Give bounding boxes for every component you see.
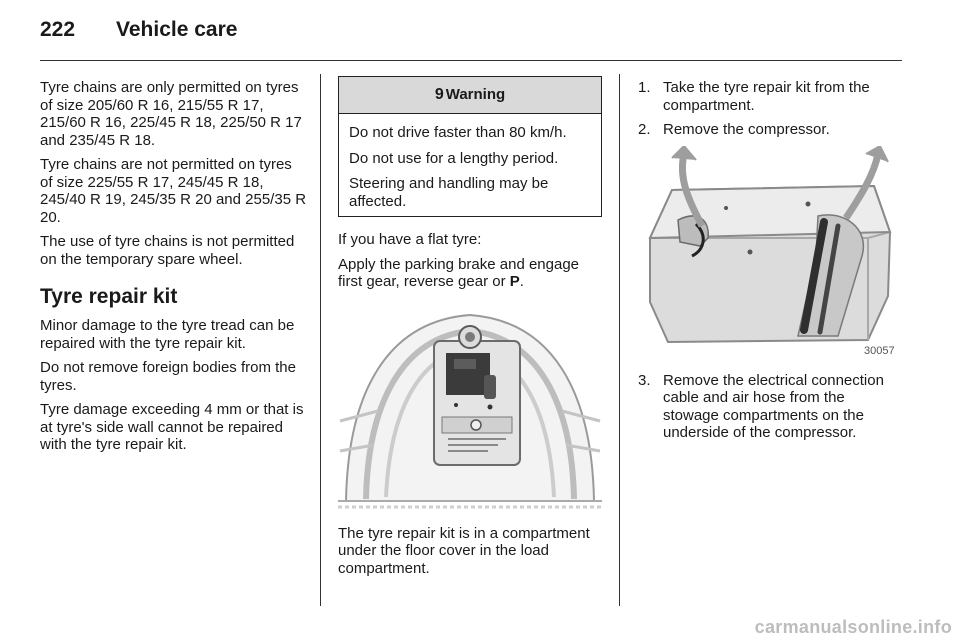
warning-box (338, 76, 602, 217)
gear-instruction-end: . (519, 273, 524, 290)
column-divider-1 (320, 74, 321, 606)
column-divider-2 (619, 74, 620, 606)
warning-triangle-icon: 9 (434, 86, 444, 104)
warning-header (339, 77, 601, 114)
watermark: carmanualsonline.info (754, 617, 952, 637)
paragraph-minor-damage: Minor damage to the tyre tread can be repaired with the tyre repair kit. (40, 317, 295, 352)
repair-kit-location-caption: The tyre repair kit is in a compartment under the floor cover in the load compartment. (338, 524, 590, 577)
warning-line: Do not drive faster than 80 km/h. (349, 124, 567, 141)
paragraph-spare-wheel: The use of tyre chains is not permitted on the temporary spare wheel. (40, 233, 295, 268)
figure-code: 30057 (864, 344, 895, 357)
warning-body (339, 114, 601, 216)
paragraph-damage-limit: Tyre damage exceeding 4 mm or that is at tyre's side wall cannot be repaired with the tyre repair kit. (40, 401, 304, 453)
column-1 (40, 79, 308, 461)
subheading-tyre-repair-kit: Tyre repair kit (40, 285, 178, 308)
step-text: Remove the compressor. (663, 121, 830, 138)
step-item (638, 79, 902, 114)
procedure-steps (638, 79, 902, 139)
step-text: Remove the electrical connection cable and air hose from the stowage compartments on the underside of the compressor. (663, 371, 884, 441)
step-number: 3. (638, 371, 651, 389)
repair-kit-compartment-illustration (338, 301, 602, 513)
page-header (40, 18, 237, 48)
step-text: Take the tyre repair kit from the compartment. (663, 79, 870, 114)
paragraph-foreign-bodies: Do not remove foreign bodies from the tyres. (40, 359, 296, 394)
paragraph-sizes-not-permitted: Tyre chains are not permitted on tyres of size 225/55 R 17, 245/45 R 18, 245/40 R 19, 245/35 R 20 and 255/35 R 20. (40, 156, 307, 226)
step-number: 2. (638, 121, 651, 138)
header-rule (40, 60, 902, 61)
column-3 (638, 79, 902, 449)
warning-title: Warning (445, 86, 506, 104)
warning-line: Steering and handling may be affected. (349, 175, 549, 210)
compressor-removal-illustration (638, 146, 902, 360)
page-number: 222 (40, 18, 76, 41)
warning-line: Do not use for a lengthy period. (349, 149, 559, 167)
flat-tyre-intro: If you have a flat tyre: (338, 231, 482, 248)
section-title: Vehicle care (116, 18, 238, 41)
step-item (638, 372, 902, 442)
gear-symbol-p: P (509, 273, 520, 290)
column-2 (338, 76, 602, 584)
gear-instruction (338, 256, 602, 291)
gear-instruction-text: Apply the parking brake and engage first gear, reverse gear or (338, 255, 580, 290)
paragraph-sizes-permitted: Tyre chains are only permitted on tyres of size 205/60 R 16, 215/55 R 17, 215/60 R 16, 225/45 R 18, 225/50 R 17 and 235/45 R 18. (40, 79, 302, 149)
step-number: 1. (638, 79, 651, 96)
procedure-steps-continued (638, 372, 902, 442)
step-item (638, 121, 902, 139)
